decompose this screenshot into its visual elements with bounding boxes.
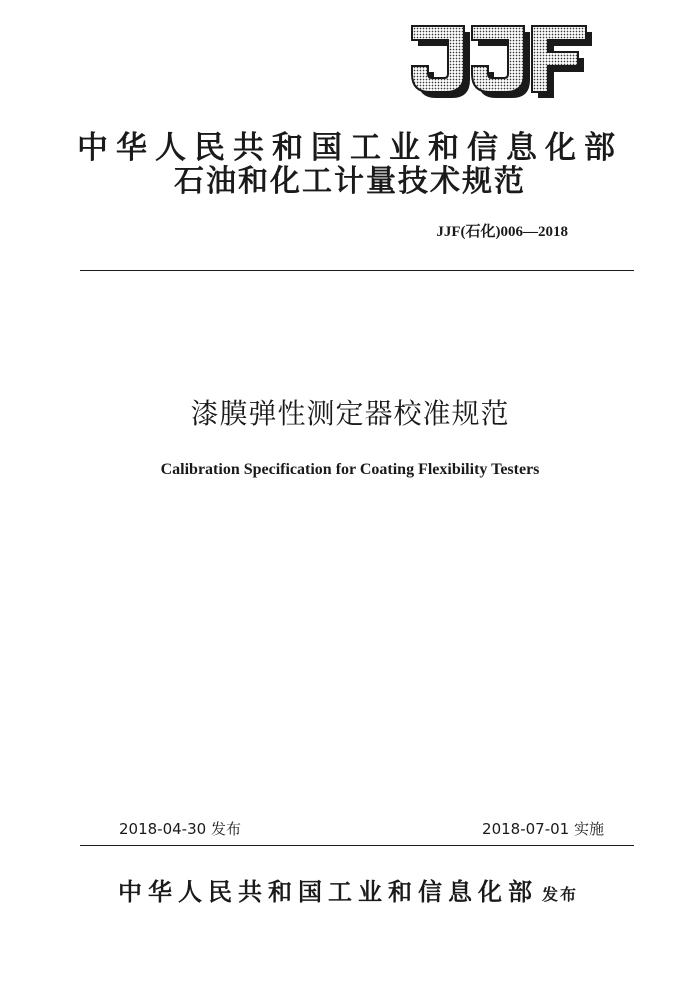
publish-label: 发布 [542,885,579,904]
publisher-organization: 中华人民共和国工业和信息化部 [118,877,538,906]
logo-letter-f [532,26,586,92]
ministry-name: 中华人民共和国工业和信息化部 [77,130,623,166]
implementation-date: 2018-07-01 实施 [482,820,604,838]
jjf-logo-graphic [410,24,592,104]
jjf-logo [410,24,592,104]
header-divider [80,270,634,271]
document-title-chinese: 漆膜弹性测定器校准规范 [190,397,510,430]
document-code: JJF(石化)006—2018 [436,224,568,240]
logo-letter-j1 [412,26,464,92]
document-title-english: Calibration Specification for Coating Flexibility Testers [160,461,540,478]
footer-divider [80,845,634,846]
release-date: 2018-04-30 发布 [119,820,241,838]
publisher-line [118,876,578,911]
specification-series: 石油和化工计量技术规范 [174,164,526,199]
logo-letter-j2 [472,26,524,92]
